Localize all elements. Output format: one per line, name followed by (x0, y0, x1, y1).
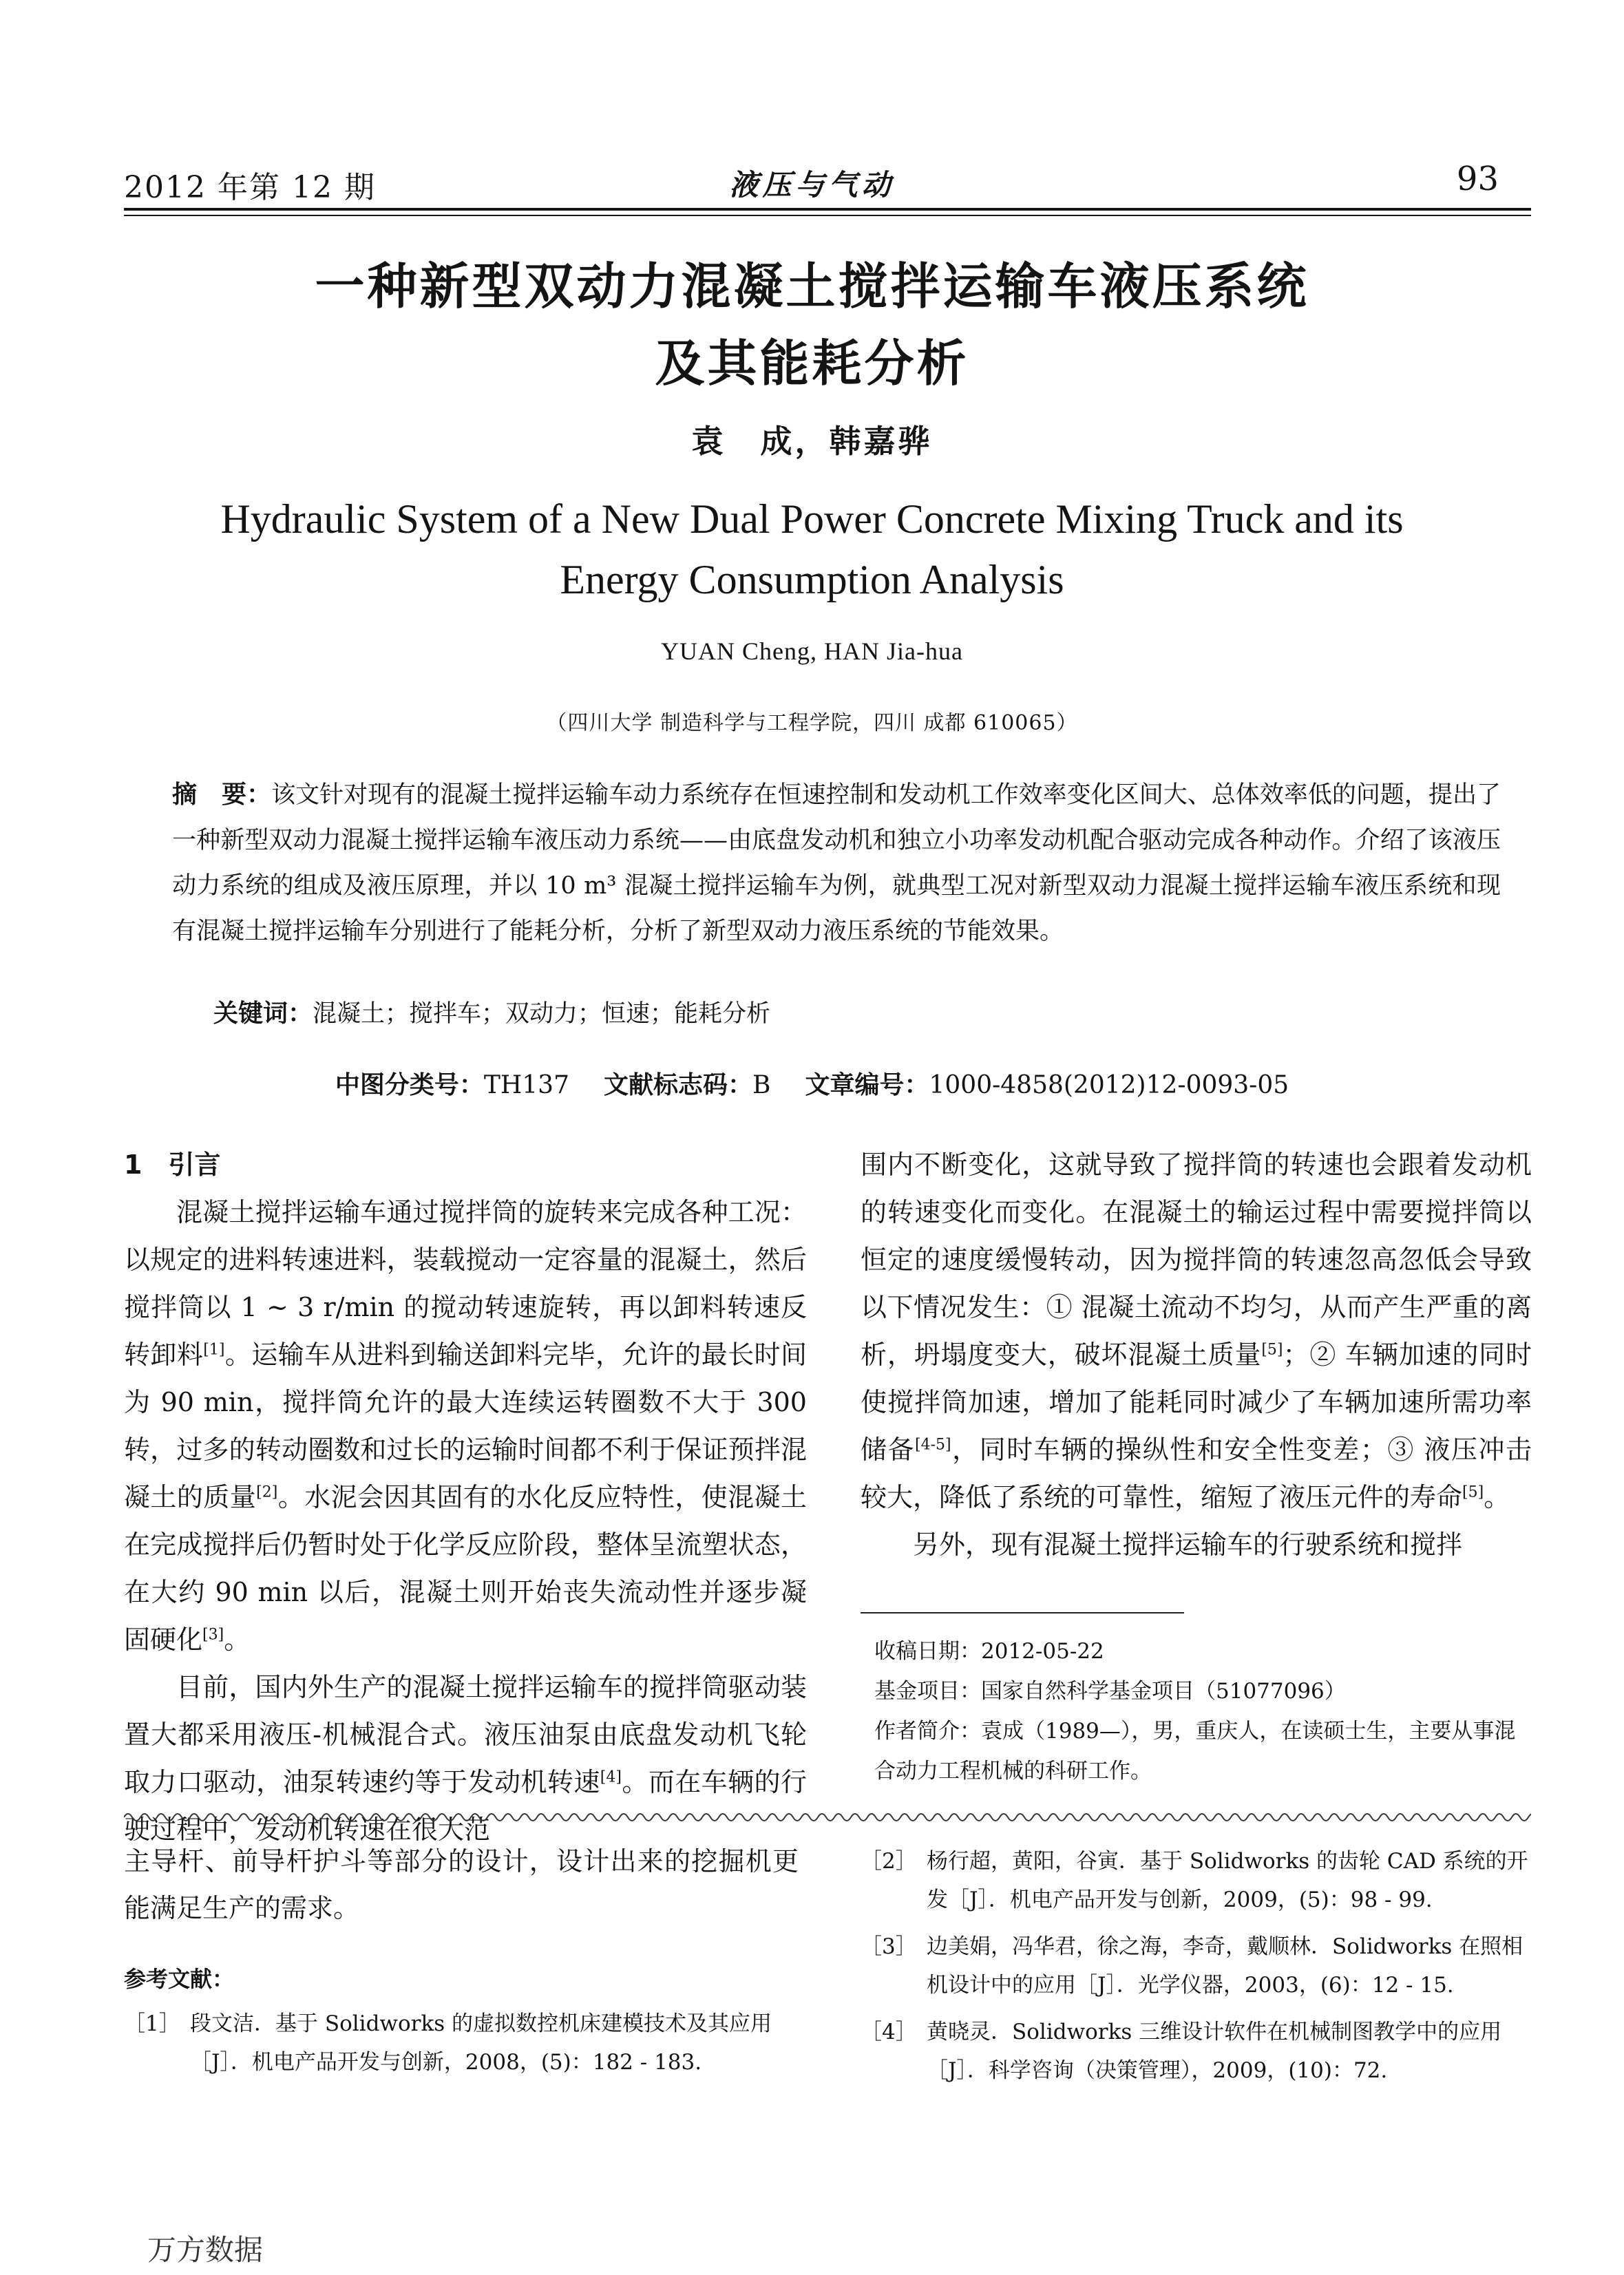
reference-number: ［3］ (861, 1934, 917, 1959)
classification-line (0, 1066, 1624, 1101)
citation: [3] (202, 1626, 224, 1644)
keywords-label: 关键词： (213, 999, 313, 1028)
reference-number: ［1］ (124, 2011, 180, 2036)
keywords (213, 991, 1501, 1037)
authors-english: YUAN Cheng, HAN Jia-hua (661, 637, 963, 665)
footnotes (874, 1631, 1535, 1791)
abstract-text: 该文针对现有的混凝土搅拌运输车动力系统存在恒速控制和发动机工作效率变化区间大、总体效率低的问题，提出了一种新型双动力混凝土搅拌运输车液压动力系统——由底盘发动机和独立小功率发动机配合驱动完成各种动作。介绍了该液压动力系统的组成及液压原理，并以 10 m³ 混凝土搅拌运输车为例，就典型工况对新型双动力混凝土搅拌运输车液压系统和现有混凝土搅拌运输车分别进行了能耗分析，分析了新型双动力液压系统的节能效果。 (172, 781, 1501, 945)
text-run: 。 (224, 1625, 251, 1655)
reference-number: ［4］ (861, 2020, 917, 2044)
text-run: 。 (1484, 1482, 1510, 1512)
header-rule-thick (124, 208, 1531, 211)
text-run: 。运输车从进料到输送卸料完毕，允许的最长时间为 90 min，搅拌筒允许的最大连续运转圈数不大于 300 转，过多的转动圈数和过长的运输时间都不利于保证预拌混凝土的质量 (124, 1340, 807, 1512)
running-header-journal: 液压与气动 (729, 168, 895, 202)
body-column-left (124, 1141, 807, 1854)
text-run: 。而在车辆的行驶过程中，发动机转速在很大范 (124, 1767, 807, 1845)
doc-code-value: B (752, 1071, 771, 1099)
footnote-rule (861, 1612, 1184, 1613)
paragraph (124, 1189, 807, 1664)
footnote-fund: 基金项目：国家自然科学基金项目（51077096） (874, 1679, 1346, 1704)
footnote-author-bio: 作者简介：袁成（1989—），男，重庆人，在读硕士生，主要从事混合动力工程机械的科研工作。 (874, 1719, 1516, 1784)
reference-text: 边美娟，冯华君，徐之海，李奇，戴顺林．Solidworks 在照相机设计中的应用［J］．光学仪器，2003，(6)：12 - 15. (927, 1934, 1523, 1998)
footnote-received-date: 收稿日期：2012-05-22 (874, 1639, 1104, 1664)
citation: [5] (1462, 1483, 1484, 1501)
text-run: 目前，国内外生产的混凝土搅拌运输车的搅拌筒驱动装置大都采用液压-机械混合式。液压油泵由底盘发动机飞轮取力口驱动，油泵转速约等于发动机转速 (124, 1672, 807, 1797)
text-run: 。水泥会因其固有的水化反应特性，使混凝土在完成搅拌后仍暂时处于化学反应阶段，整体呈流塑状态，在大约 90 min 以后，混凝土则开始丧失流动性并逐步凝固硬化 (124, 1482, 807, 1655)
affiliation: （四川大学 制造科学与工程学院，四川 成都 610065） (546, 711, 1078, 735)
watermark: 万方数据 (147, 2233, 264, 2267)
references-title: 参考文献： (124, 1966, 235, 1992)
text-run: ，同时车辆的操纵性和安全性变差；③ 液压冲击较大，降低了系统的可靠性，缩短了液压元件的寿命 (861, 1435, 1532, 1512)
header-rule-thin (124, 215, 1531, 216)
paragraph (861, 1141, 1532, 1521)
wavy-separator (124, 1809, 1531, 1826)
reference-text: 杨行超，黄阳，谷寅．基于 Solidworks 的齿轮 CAD 系统的开发［J］．机电产品开发与创新，2009，(5)：98 - 99. (927, 1849, 1528, 1912)
abstract-label: 摘 要： (172, 781, 272, 809)
text-run: ；② 车辆加速的同时使搅拌筒加速，增加了能耗同时减少了车辆加速所需功率储备 (861, 1340, 1532, 1465)
citation: [4] (600, 1768, 622, 1786)
reference-text: 段文洁．基于 Solidworks 的虚拟数控机床建模技术及其应用［J］．机电产品开发与创新，2008，(5)：182 - 183. (190, 2011, 772, 2075)
citation: [4-5] (915, 1436, 951, 1454)
previous-article-tail: 主导杆、前导杆护斗等部分的设计，设计出来的挖掘机更能满足生产的需求。 (124, 1846, 799, 1923)
doc-code-label: 文献标志码： (603, 1071, 752, 1099)
abstract (172, 772, 1501, 954)
running-header-issue: 2012 年第 12 期 (124, 170, 376, 205)
title-chinese (0, 248, 1624, 402)
reference-number: ［2］ (861, 1849, 917, 1874)
clc-value: TH137 (483, 1071, 569, 1099)
citation: [5] (1261, 1341, 1283, 1359)
paragraph: 另外，现有混凝土搅拌运输车的行驶系统和搅拌 (913, 1530, 1463, 1560)
body-column-right (861, 1141, 1532, 1569)
title-chinese-line2: 及其能耗分析 (655, 335, 969, 392)
article-id-value: 1000-4858(2012)12-0093-05 (929, 1071, 1289, 1099)
clc-label: 中图分类号： (335, 1071, 484, 1099)
citation: [2] (256, 1483, 278, 1501)
title-english-line1: Hydraulic System of a New Dual Power Concrete Mixing Truck and its (220, 496, 1404, 542)
reference-text: 黄晓灵．Solidworks 三维设计软件在机械制图教学中的应用［J］．科学咨询（决策管理），2009，(10)：72. (927, 2020, 1502, 2083)
keywords-text: 混凝土；搅拌车；双动力；恒速；能耗分析 (313, 1000, 771, 1028)
citation: [1] (203, 1341, 225, 1359)
authors-chinese: 袁 成，韩嘉骅 (691, 423, 933, 460)
text-run: 混凝土搅拌运输车通过搅拌筒的旋转来完成各种工况：以规定的进料转速进料，装载搅动一定容量的混凝土，然后搅拌筒以 1 ~ 3 r/min 的搅动转速旋转，再以卸料转速反转卸料 (124, 1197, 807, 1370)
title-english (0, 489, 1624, 610)
title-chinese-line1: 一种新型双动力混凝土搅拌运输车液压系统 (315, 257, 1309, 315)
title-english-line2: Energy Consumption Analysis (560, 557, 1064, 602)
text-run: 围内不断变化，这就导致了搅拌筒的转速也会跟着发动机的转速变化而变化。在混凝土的输运过程中需要搅拌筒以恒定的速度缓慢转动，因为搅拌筒的转速忽高忽低会导致以下情况发生：① 混凝土流动不均匀，从而产生严重的离析，坍塌度变大，破坏混凝土质量 (861, 1150, 1532, 1370)
section-heading-introduction: 1 引言 (124, 1150, 221, 1180)
page-number: 93 (1456, 160, 1499, 198)
article-id-label: 文章编号： (805, 1071, 929, 1099)
